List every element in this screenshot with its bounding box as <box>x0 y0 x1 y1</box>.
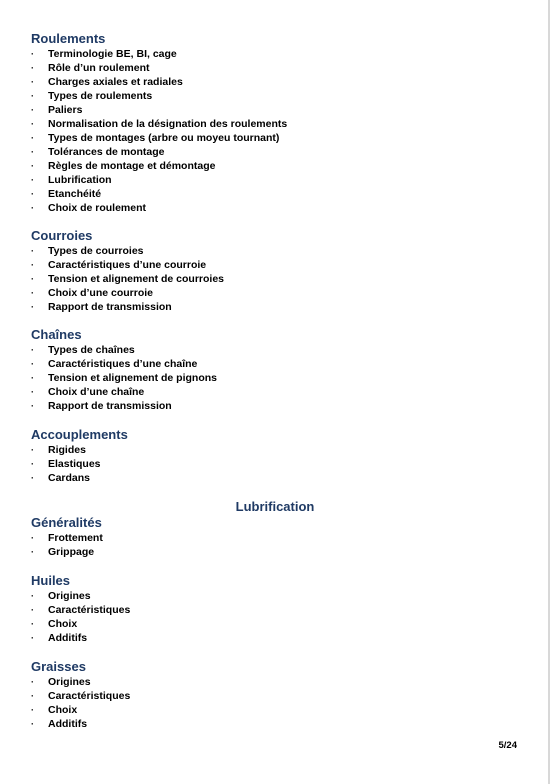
bullet-icon: · <box>31 161 34 171</box>
list-item: · Choix <box>31 704 78 716</box>
bullet-list <box>31 589 511 645</box>
bullet-icon: · <box>31 547 34 557</box>
chapter-title: Lubrification <box>235 499 315 514</box>
bullet-icon: · <box>31 288 34 298</box>
list-item: · Choix d’une chaîne <box>31 386 145 398</box>
bullet-icon: · <box>31 387 34 397</box>
list-item: · Tension et alignement de courroies <box>31 273 225 285</box>
section-courroies <box>31 228 511 314</box>
list-item: · Tension et alignement de pignons <box>31 372 217 384</box>
list-item: · Types de chaînes <box>31 344 135 356</box>
bullet-icon: · <box>31 359 34 369</box>
list-item: · Choix de roulement <box>31 202 147 214</box>
bullet-icon: · <box>31 533 34 543</box>
bullet-icon: · <box>31 459 34 469</box>
list-item: · Caractéristiques <box>31 604 131 616</box>
bullet-icon: · <box>31 345 34 355</box>
bullet-icon: · <box>31 445 34 455</box>
list-item: · Cardans <box>31 472 91 484</box>
list-item: · Rigides <box>31 444 86 456</box>
section-accouplements <box>31 427 511 485</box>
bullet-icon: · <box>31 691 34 701</box>
list-item: · Caractéristiques <box>31 690 131 702</box>
bullet-icon: · <box>31 119 34 129</box>
bullet-icon: · <box>31 401 34 411</box>
list-item: · Caractéristiques d’une chaîne <box>31 358 198 370</box>
bullet-icon: · <box>31 719 34 729</box>
list-item: · Additifs <box>31 718 88 730</box>
bullet-icon: · <box>31 591 34 601</box>
page-number: 5/24 <box>498 740 517 751</box>
bullet-icon: · <box>31 203 34 213</box>
section-title: Chaînes <box>31 327 82 342</box>
list-item: · Additifs <box>31 632 88 644</box>
bullet-icon: · <box>31 133 34 143</box>
list-item: · Elastiques <box>31 458 101 470</box>
section-generalites <box>31 515 511 559</box>
list-item: · Origines <box>31 590 91 602</box>
bullet-icon: · <box>31 373 34 383</box>
section-title: Graisses <box>31 659 86 674</box>
section-huiles <box>31 573 511 645</box>
bullet-icon: · <box>31 105 34 115</box>
section-title: Accouplements <box>31 427 128 442</box>
list-item: · Choix d’une courroie <box>31 287 154 299</box>
bullet-icon: · <box>31 605 34 615</box>
list-item: · Rapport de transmission <box>31 400 172 412</box>
bullet-icon: · <box>31 302 34 312</box>
list-item: · Paliers <box>31 104 83 116</box>
section-roulements <box>31 31 511 215</box>
section-chaines <box>31 327 511 413</box>
section-title: Généralités <box>31 515 102 530</box>
list-item: · Caractéristiques d’une courroie <box>31 259 207 271</box>
list-item: · Règles de montage et démontage <box>31 160 216 172</box>
list-item: · Origines <box>31 676 91 688</box>
bullet-list <box>31 244 511 314</box>
section-title: Roulements <box>31 31 106 46</box>
list-item: · Types de roulements <box>31 90 153 102</box>
list-item: · Rapport de transmission <box>31 301 172 313</box>
bullet-list <box>31 47 511 215</box>
bullet-icon: · <box>31 175 34 185</box>
bullet-icon: · <box>31 147 34 157</box>
bullet-list <box>31 343 511 413</box>
bullet-list <box>31 443 511 485</box>
list-item: · Grippage <box>31 546 95 558</box>
bullet-icon: · <box>31 77 34 87</box>
section-graisses <box>31 659 511 731</box>
list-item: · Lubrification <box>31 174 112 186</box>
list-item: · Charges axiales et radiales <box>31 76 183 88</box>
bullet-icon: · <box>31 274 34 284</box>
bullet-icon: · <box>31 63 34 73</box>
section-title: Courroies <box>31 228 93 243</box>
section-title: Huiles <box>31 573 71 588</box>
bullet-icon: · <box>31 633 34 643</box>
list-item: · Tolérances de montage <box>31 146 165 158</box>
list-item: · Frottement <box>31 532 103 544</box>
bullet-list <box>31 675 511 731</box>
list-item: · Normalisation de la désignation des roulements <box>31 118 288 130</box>
bullet-icon: · <box>31 677 34 687</box>
list-item: · Types de montages (arbre ou moyeu tournant) <box>31 132 280 144</box>
bullet-icon: · <box>31 705 34 715</box>
list-item: · Terminologie BE, BI, cage <box>31 48 177 60</box>
list-item: · Types de courroies <box>31 245 144 257</box>
list-item: · Choix <box>31 618 78 630</box>
bullet-icon: · <box>31 246 34 256</box>
list-item: · Etanchéité <box>31 188 102 200</box>
list-item: · Rôle d’un roulement <box>31 62 150 74</box>
bullet-icon: · <box>31 49 34 59</box>
bullet-list <box>31 531 511 559</box>
bullet-icon: · <box>31 619 34 629</box>
bullet-icon: · <box>31 189 34 199</box>
bullet-icon: · <box>31 260 34 270</box>
bullet-icon: · <box>31 91 34 101</box>
bullet-icon: · <box>31 473 34 483</box>
